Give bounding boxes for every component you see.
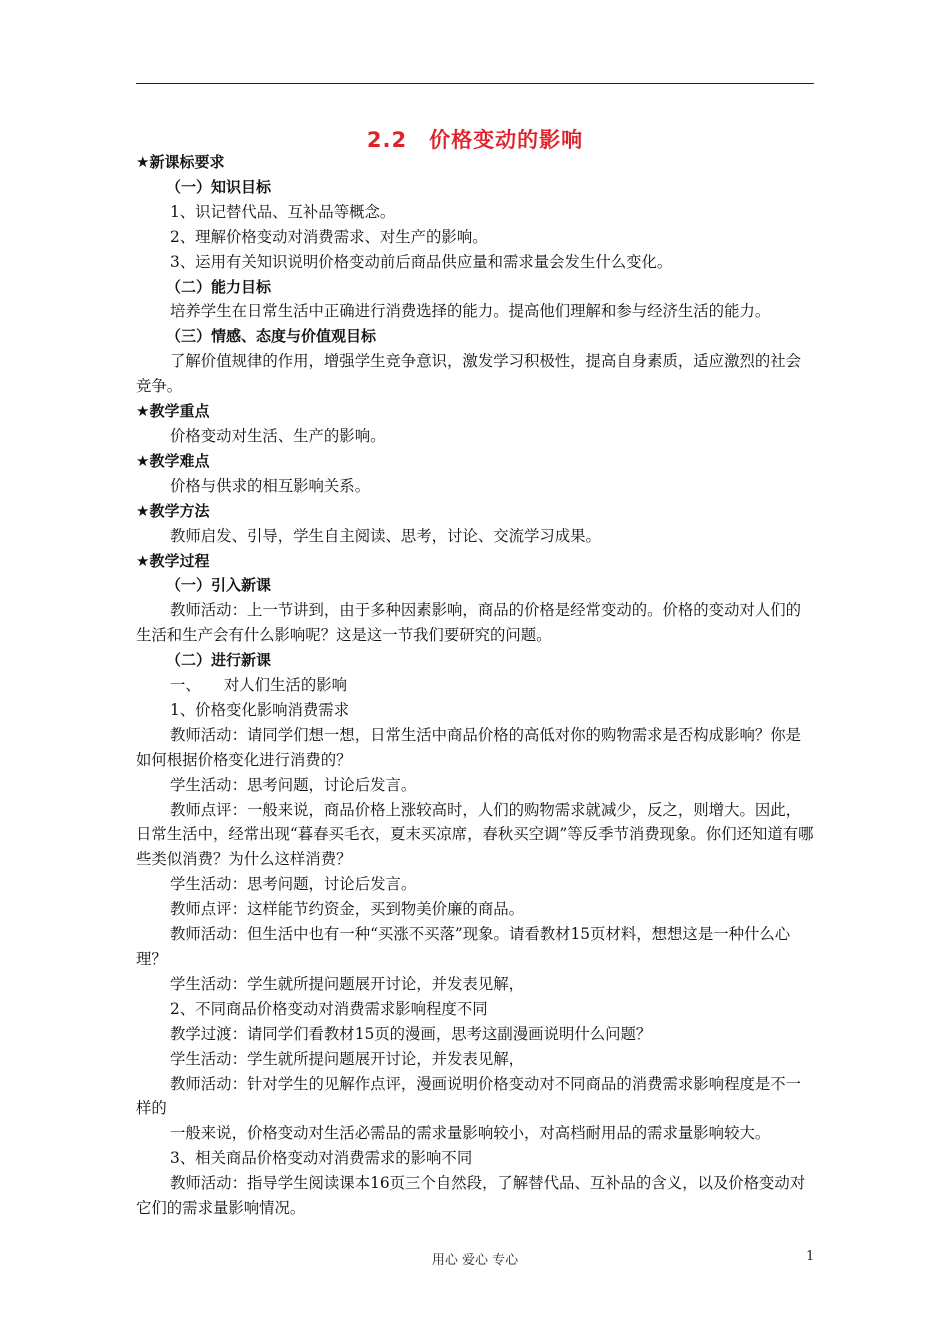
subsection-heading: （一）引入新课: [166, 576, 272, 595]
subsection-heading: （三）情感、态度与价值观目标: [166, 327, 377, 346]
paragraph: 价格变动对生活、生产的影响。: [170, 426, 386, 445]
paragraph: 教师活动：指导学生阅读课本16页三个自然段，了解替代品、互补品的含义，以及价格变动对它们的需求量影响情况。: [136, 1174, 806, 1218]
paragraph: 价格与供求的相互影响关系。: [170, 476, 371, 495]
document-title: 2.2 价格变动的影响: [366, 128, 584, 152]
paragraph: 学生活动：学生就所提问题展开讨论，并发表见解，: [170, 1049, 524, 1068]
header-rule: [136, 83, 814, 84]
paragraph: 教师活动：请同学们想一想，日常生活中商品价格的高低对你的购物需求是否构成影响？你是如何根据价格变化进行消费的？: [136, 725, 802, 769]
subsection-heading: （二）进行新课: [166, 651, 272, 670]
paragraph: 1、价格变化影响消费需求: [170, 700, 350, 719]
section-heading: ★教学重点: [136, 402, 210, 421]
paragraph: 教师启发、引导，学生自主阅读、思考，讨论、交流学习成果。: [170, 526, 601, 545]
paragraph: 学生活动：思考问题，讨论后发言。: [170, 775, 417, 794]
paragraph: 学生活动：学生就所提问题展开讨论，并发表见解，: [170, 974, 524, 993]
subsection-heading: （二）能力目标: [166, 277, 272, 296]
section-heading: ★教学过程: [136, 551, 210, 570]
paragraph: 教学过渡：请同学们看教材15页的漫画，思考这副漫画说明什么问题？: [170, 1024, 652, 1043]
section-heading: ★教学难点: [136, 451, 210, 470]
section-heading: ★新课标要求: [136, 153, 225, 171]
page-number: 1: [806, 1249, 815, 1264]
paragraph: 教师活动：上一节讲到，由于多种因素影响，商品的价格是经常变动的。价格的变动对人们的生活和生产会有什么影响呢？这是这一节我们要研究的问题。: [136, 601, 802, 645]
section-heading: ★教学方法: [136, 501, 210, 520]
paragraph: 教师点评：一般来说，商品价格上涨较高时，人们的购物需求就减少，反之，则增大。因此，日常生活中，经常出现“暮春买毛衣，夏末买凉席，春秋买空调”等反季节消费现象。你们还知道有哪些类似消费？为什么这样消费？: [136, 800, 814, 869]
paragraph: 2、不同商品价格变动对消费需求影响程度不同: [170, 999, 488, 1018]
page-footer: 用心 爱心 专心: [431, 1253, 519, 1268]
document-body: [136, 150, 814, 1221]
subsection-heading: （一）知识目标: [166, 177, 272, 196]
paragraph: 教师活动：针对学生的见解作点评，漫画说明价格变动对不同商品的消费需求影响程度是不一样的: [136, 1074, 802, 1118]
paragraph: 教师活动：但生活中也有一种“买涨不买落”现象。请看教材15页材料，想想这是一种什么心理？: [136, 925, 791, 968]
paragraph: 培养学生在日常生活中正确进行消费选择的能力。提高他们理解和参与经济生活的能力。: [170, 302, 771, 321]
paragraph: 了解价值规律的作用，增强学生竞争意识，激发学习积极性，提高自身素质，适应激烈的社会竞争。: [136, 352, 802, 396]
paragraph: 教师点评：这样能节约资金，买到物美价廉的商品。: [170, 900, 524, 919]
paragraph: 3、运用有关知识说明价格变动前后商品供应量和需求量会发生什么变化。: [170, 252, 673, 271]
paragraph: 学生活动：思考问题，讨论后发言。: [170, 875, 417, 894]
paragraph: 1、识记替代品、互补品等概念。: [170, 202, 396, 221]
paragraph: 2、理解价格变动对消费需求、对生产的影响。: [170, 227, 488, 246]
paragraph: 3、相关商品价格变动对消费需求的影响不同: [170, 1149, 473, 1168]
paragraph: 一、 对人们生活的影响: [170, 676, 347, 695]
paragraph: 一般来说，价格变动对生活必需品的需求量影响较小，对高档耐用品的需求量影响较大。: [170, 1124, 771, 1143]
